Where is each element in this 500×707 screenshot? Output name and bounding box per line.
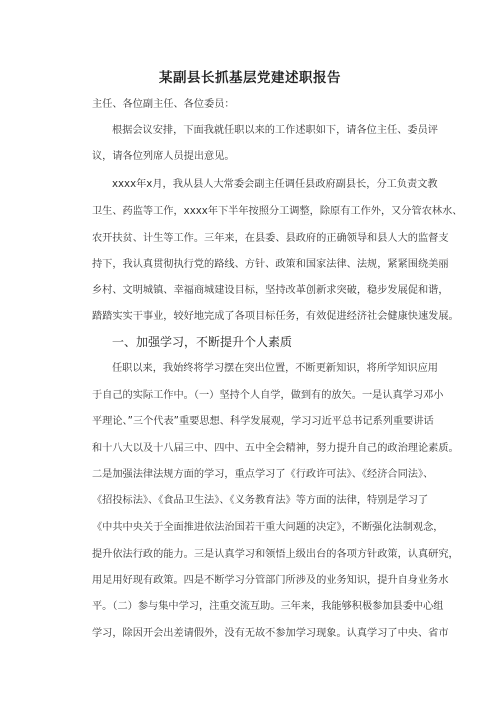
paragraph-line: 《招投标法》、《食品卫生法》、《义务教育法》等方面的法律，特别是学习了 xyxy=(92,495,429,506)
paragraph-line: 根据会议安排，下面我就任职以来的工作述职如下，请各位主任、委员评 xyxy=(112,125,438,136)
paragraph-line: 平。（二）参与集中学习，注重交流互助。三年来，我能够积极参加县委中心组 xyxy=(92,601,444,612)
paragraph-line: 农开扶贫、计生等工作。三年来，在县委、县政府的正确领导和县人大的监督支 xyxy=(92,233,449,244)
paragraph-line: 议，请各位列席人员提出意见。 xyxy=(92,151,235,162)
salutation-line: 主任、各位副主任、各位委员： xyxy=(92,99,235,110)
paragraph-line: 《中共中央关于全面推进依法治国若干重大问题的决定》，不断强化法制观念， xyxy=(92,522,444,533)
paragraph-line: 学习，除因开会出差请假外，没有无故不参加学习现象。认真学习了中央、省市 xyxy=(92,628,449,639)
paragraph-line: 乡村、文明城镇、幸福商城建设目标，坚持改革创新求突破，稳步发展促和谐， xyxy=(92,285,449,296)
paragraph-line: 二是加强法律法规方面的学习，重点学习了《行政许可法》、《经济合同法》、 xyxy=(92,469,434,480)
paragraph-line: 用足用好现有政策。四是不断学习分管部门所涉及的业务知识，提升自身业务水 xyxy=(92,575,449,586)
paragraph-line: 任职以来，我始终将学习摆在突出位置，不断更新知识，将所学知识应用 xyxy=(112,363,438,374)
paragraph-line: xxxx年x月，我从县人大常委会副主任调任县政府副县长，分工负责文教 xyxy=(112,179,438,190)
paragraph-line: 持下，我认真贯彻执行党的路线、方针、政策和国家法律、法规，紧紧围绕美丽 xyxy=(92,259,449,270)
paragraph-line: 卫生、药监等工作，xxxx年下半年按照分工调整，除原有工作外，又分管农林水、 xyxy=(92,206,463,217)
paragraph-line: 于自己的实际工作中。（一）坚持个人自学，做到有的放矢。一是认真学习邓小 xyxy=(92,390,444,401)
paragraph-line: 踏踏实实干事业，较好地完成了各项目标任务，有效促进经济社会健康快速发展。 xyxy=(92,311,459,322)
paragraph-line: 和十八大以及十八届三中、四中、五中全会精神，努力提升自己的政治理论素质。 xyxy=(92,443,459,454)
paragraph-line: 提升依法行政的能力。三是认真学习和领悟上级出台的各项方针政策，认真研究， xyxy=(92,549,459,560)
paragraph-line: 平理论、”三个代表”重要思想、科学发展观，学习习近平总书记系列重要讲话 xyxy=(92,416,434,427)
section-heading: 一、加强学习，不断提升个人素质 xyxy=(112,335,293,349)
document-title: 某副县长抓基层党建述职报告 xyxy=(159,70,341,86)
